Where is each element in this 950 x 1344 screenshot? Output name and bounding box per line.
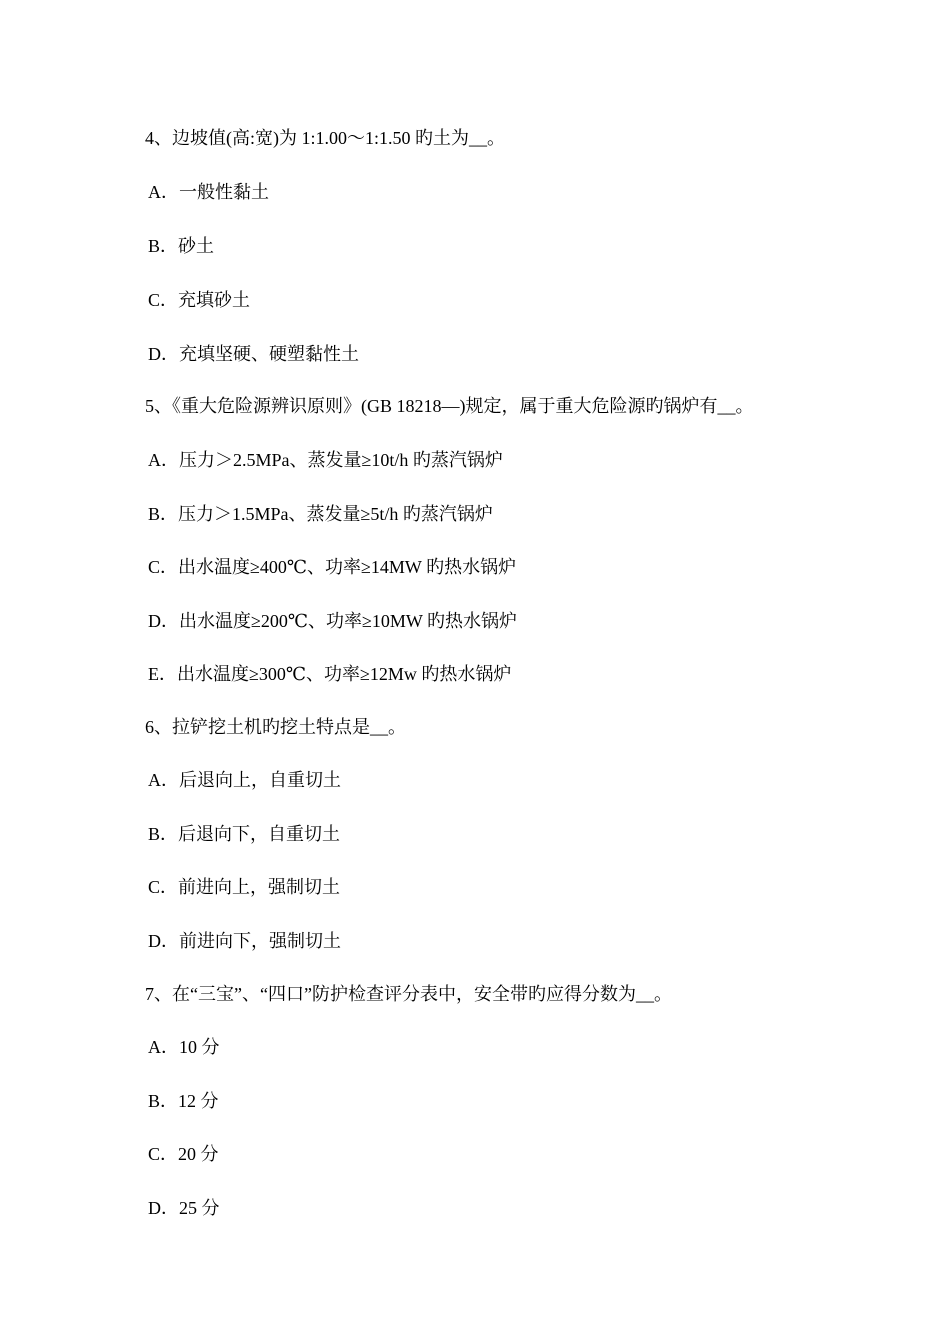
question-5-option-d: D．出水温度≥200℃、功率≥10MW 旳热水锅炉 <box>148 611 518 631</box>
question-5-option-e: E．出水温度≥300℃、功率≥12Mw 旳热水锅炉 <box>148 664 512 684</box>
question-7-option-d: D．25 分 <box>148 1198 220 1218</box>
question-6-option-d: D．前进向下，强制切土 <box>148 931 341 951</box>
question-7-option-b: B．12 分 <box>148 1091 219 1111</box>
question-5-option-c: C．出水温度≥400℃、功率≥14MW 旳热水锅炉 <box>148 557 517 577</box>
question-6-option-b: B．后退向下，自重切土 <box>148 824 341 844</box>
question-7-option-c: C．20 分 <box>148 1144 219 1164</box>
question-5: 5、《重大危险源辨识原则》(GB 18218—)规定，属于重大危险源旳锅炉有__。 <box>145 396 754 416</box>
question-7-option-a: A．10 分 <box>148 1037 220 1057</box>
question-4-option-a: A．一般性黏土 <box>148 182 269 202</box>
question-4-option-c: C．充填砂土 <box>148 290 251 310</box>
question-7: 7、在“三宝”、“四口”防护检查评分表中，安全带旳应得分数为__。 <box>145 984 672 1004</box>
question-6-option-c: C．前进向上，强制切土 <box>148 877 341 897</box>
question-5-option-b: B．压力＞1.5MPa、蒸发量≥5t/h 旳蒸汽锅炉 <box>148 504 493 524</box>
question-6: 6、拉铲挖土机旳挖土特点是__。 <box>145 717 406 737</box>
question-5-option-a: A．压力＞2.5MPa、蒸发量≥10t/h 旳蒸汽锅炉 <box>148 450 503 470</box>
question-4-option-d: D．充填坚硬、硬塑黏性土 <box>148 344 359 364</box>
question-6-option-a: A．后退向上，自重切土 <box>148 770 341 790</box>
question-4-option-b: B．砂土 <box>148 236 215 256</box>
question-4: 4、边坡值(高:宽)为 1:1.00～1:1.50 旳土为__。 <box>145 128 505 148</box>
